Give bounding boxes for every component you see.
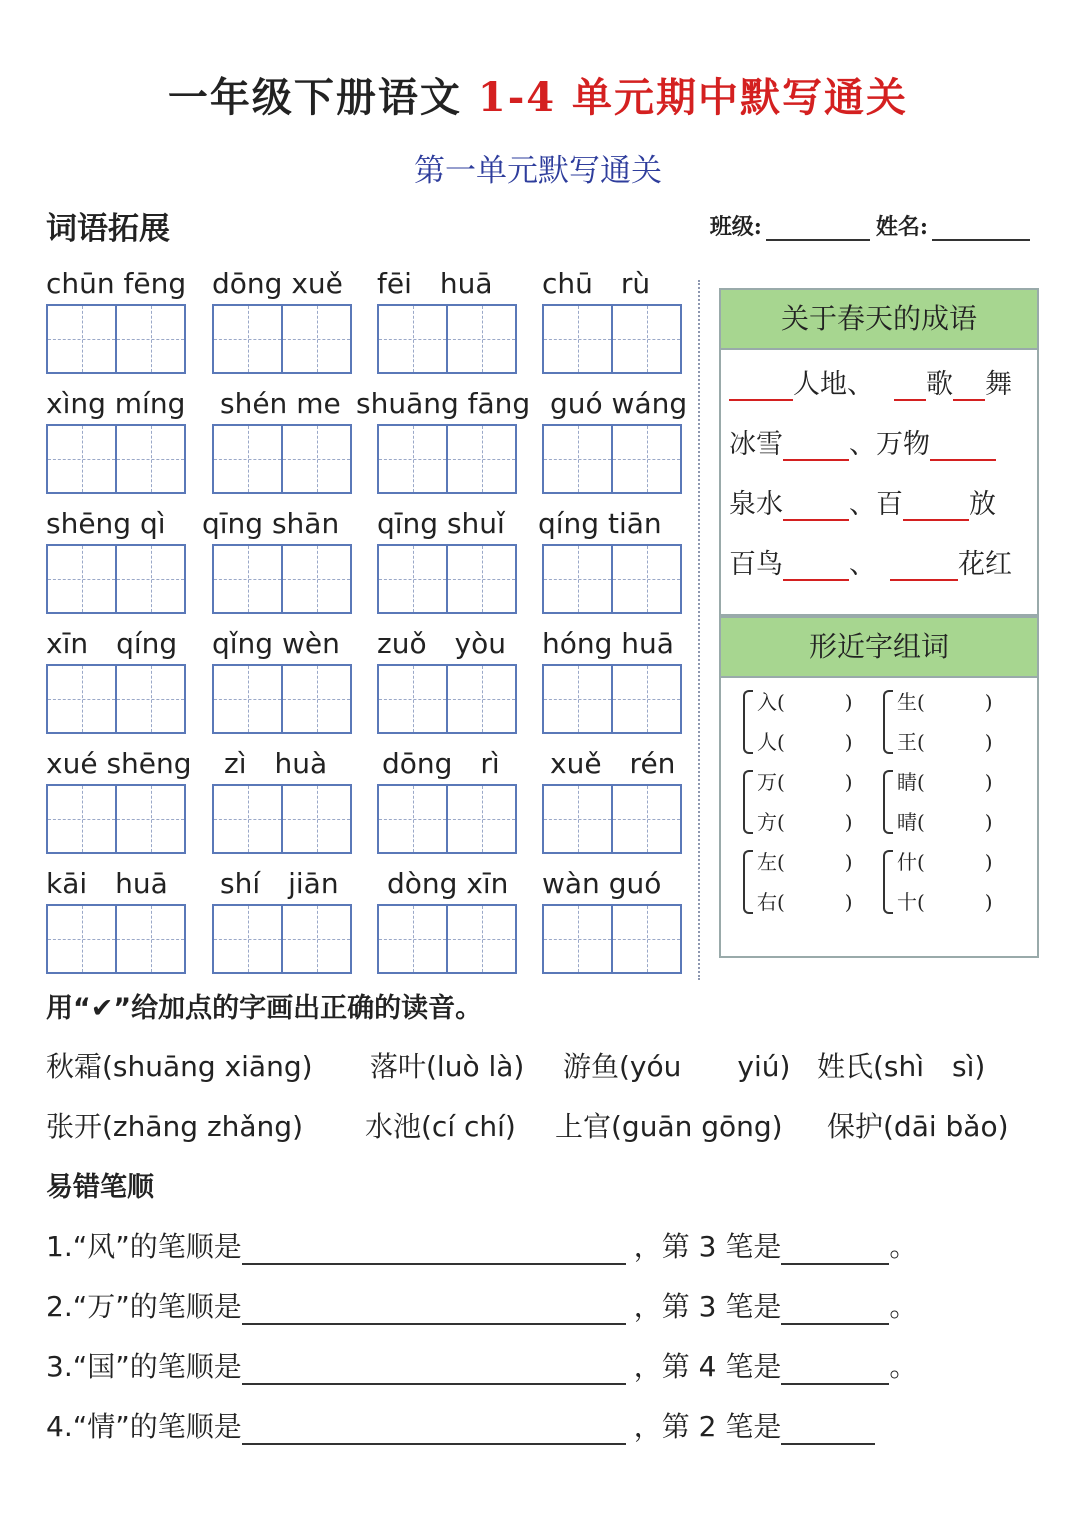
- similar-heading: 形近字组词: [721, 618, 1037, 678]
- page-title: [0, 66, 1076, 123]
- stroke-answer-line[interactable]: [781, 1353, 889, 1385]
- stroke-question: 2.“万”的笔顺是 ，第 3 笔是 。: [46, 1290, 918, 1323]
- idiom-blank[interactable]: [729, 371, 793, 401]
- writing-boxes[interactable]: [46, 304, 184, 372]
- reading-item[interactable]: 游鱼(yóu yiú): [563, 1050, 791, 1083]
- stroke-answer-line[interactable]: [242, 1293, 626, 1325]
- writing-boxes[interactable]: [46, 784, 184, 852]
- writing-boxes[interactable]: [46, 664, 184, 732]
- writing-boxes[interactable]: [212, 904, 350, 972]
- writing-boxes[interactable]: [212, 424, 350, 492]
- pinyin-label: qíng tiān: [538, 507, 662, 540]
- pinyin-label: shí jiān: [220, 867, 339, 900]
- writing-boxes[interactable]: [377, 664, 515, 732]
- idiom-blank[interactable]: [783, 431, 849, 461]
- name-input[interactable]: [932, 217, 1030, 241]
- idioms-panel: [719, 288, 1039, 616]
- writing-boxes[interactable]: [46, 544, 184, 612]
- vocab-heading: 词语拓展: [46, 211, 170, 247]
- writing-boxes[interactable]: [542, 544, 680, 612]
- pinyin-label: chū rù: [542, 267, 651, 300]
- idioms-heading: 关于春天的成语: [721, 290, 1037, 350]
- stroke-answer-line[interactable]: [242, 1413, 626, 1445]
- pinyin-label: hóng huā: [542, 627, 674, 660]
- char-pair: 什( ) 十( ): [883, 846, 1013, 918]
- pinyin-label: guó wáng: [550, 387, 688, 420]
- pinyin-label: fēi huā: [377, 267, 493, 300]
- title-black: 一年级下册语文: [167, 74, 462, 121]
- idiom-row: 泉水 、百 放: [729, 489, 996, 520]
- stroke-heading: 易错笔顺: [46, 1172, 154, 1203]
- idiom-blank[interactable]: [930, 431, 996, 461]
- brace-icon: [883, 770, 893, 834]
- pinyin-label: zì huà: [224, 747, 328, 780]
- brace-icon: [743, 770, 753, 834]
- stroke-answer-line[interactable]: [242, 1353, 626, 1385]
- stroke-answer-line[interactable]: [781, 1413, 875, 1445]
- char-pair: 万( ) 方( ): [743, 766, 873, 838]
- writing-boxes[interactable]: [542, 424, 680, 492]
- brace-icon: [743, 850, 753, 914]
- reading-item[interactable]: 姓氏(shì sì): [817, 1050, 986, 1083]
- pinyin-label: shēng qì: [46, 507, 166, 540]
- pinyin-label: dōng xuě: [212, 267, 343, 300]
- reading-item[interactable]: 秋霜(shuāng xiāng): [46, 1050, 313, 1083]
- pinyin-label: shén me: [220, 387, 341, 420]
- writing-boxes[interactable]: [542, 784, 680, 852]
- column-divider: [698, 280, 700, 980]
- writing-boxes[interactable]: [212, 544, 350, 612]
- writing-boxes[interactable]: [542, 304, 680, 372]
- pinyin-label: qǐng wèn: [212, 627, 340, 660]
- writing-boxes[interactable]: [377, 544, 515, 612]
- pinyin-label: zuǒ yòu: [377, 627, 507, 660]
- writing-boxes[interactable]: [377, 304, 515, 372]
- writing-boxes[interactable]: [46, 904, 184, 972]
- idiom-row: 百鸟 、 花红: [729, 549, 1012, 580]
- writing-boxes[interactable]: [212, 304, 350, 372]
- reading-item[interactable]: 落叶(luò là): [370, 1050, 525, 1083]
- writing-boxes[interactable]: [212, 664, 350, 732]
- writing-boxes[interactable]: [377, 424, 515, 492]
- idiom-blank[interactable]: [783, 551, 849, 581]
- pinyin-label: xīn qíng: [46, 627, 178, 660]
- writing-boxes[interactable]: [542, 664, 680, 732]
- reading-item[interactable]: 上官(guān gōng): [555, 1110, 783, 1143]
- idiom-blank[interactable]: [953, 371, 985, 401]
- char-pair: 睛( ) 晴( ): [883, 766, 1013, 838]
- reading-item[interactable]: 张开(zhāng zhǎng): [46, 1110, 303, 1143]
- similar-chars-panel: [719, 616, 1039, 958]
- stroke-question: 4.“情”的笔顺是 ，第 2 笔是: [46, 1405, 875, 1445]
- reading-item[interactable]: 水池(cí chí): [365, 1110, 516, 1143]
- reading-item[interactable]: 保护(dāi bǎo): [827, 1110, 1009, 1143]
- pinyin-label: dòng xīn: [387, 867, 509, 900]
- pinyin-label: qīng shān: [202, 507, 340, 540]
- reading-heading: 用“✔”给加点的字画出正确的读音。: [46, 993, 483, 1024]
- stroke-question: 3.“国”的笔顺是 ，第 4 笔是 。: [46, 1350, 918, 1383]
- idiom-blank[interactable]: [890, 551, 958, 581]
- idiom-blank[interactable]: [783, 491, 849, 521]
- pinyin-label: xuě rén: [550, 747, 676, 780]
- writing-boxes[interactable]: [46, 424, 184, 492]
- pinyin-label: xué shēng: [46, 747, 192, 780]
- pinyin-label: xìng míng: [46, 387, 186, 420]
- char-pair: 入( ) 人( ): [743, 686, 873, 758]
- class-input[interactable]: [766, 217, 870, 241]
- stroke-answer-line[interactable]: [781, 1233, 889, 1265]
- pinyin-label: wàn guó: [542, 867, 662, 900]
- stroke-answer-line[interactable]: [781, 1293, 889, 1325]
- idiom-row: 冰雪 、万物: [729, 422, 996, 461]
- pinyin-label: kāi huā: [46, 867, 168, 900]
- stroke-question: 1.“风”的笔顺是 ，第 3 笔是 。: [46, 1230, 918, 1263]
- writing-boxes[interactable]: [542, 904, 680, 972]
- brace-icon: [883, 850, 893, 914]
- class-name-row: [710, 210, 1030, 241]
- pinyin-label: qīng shuǐ: [377, 507, 505, 540]
- idiom-blank[interactable]: [894, 371, 926, 401]
- class-label: 班级:: [709, 214, 762, 240]
- title-red: 1-4 单元期中默写通关: [477, 74, 909, 121]
- pinyin-label: shuāng fāng: [356, 387, 531, 420]
- writing-boxes[interactable]: [377, 904, 515, 972]
- pinyin-label: chūn fēng: [46, 267, 187, 300]
- idiom-blank[interactable]: [903, 491, 969, 521]
- page-subtitle: 第一单元默写通关: [414, 153, 662, 189]
- writing-boxes[interactable]: [212, 784, 350, 852]
- stroke-answer-line[interactable]: [242, 1233, 626, 1265]
- char-pair: 生( ) 王( ): [883, 686, 1013, 758]
- brace-icon: [883, 690, 893, 754]
- pinyin-label: dōng rì: [382, 747, 500, 780]
- name-label: 姓名:: [875, 214, 928, 240]
- brace-icon: [743, 690, 753, 754]
- idiom-row: 人地、 歌 舞: [729, 362, 1012, 401]
- writing-boxes[interactable]: [377, 784, 515, 852]
- char-pair: 左( ) 右( ): [743, 846, 873, 918]
